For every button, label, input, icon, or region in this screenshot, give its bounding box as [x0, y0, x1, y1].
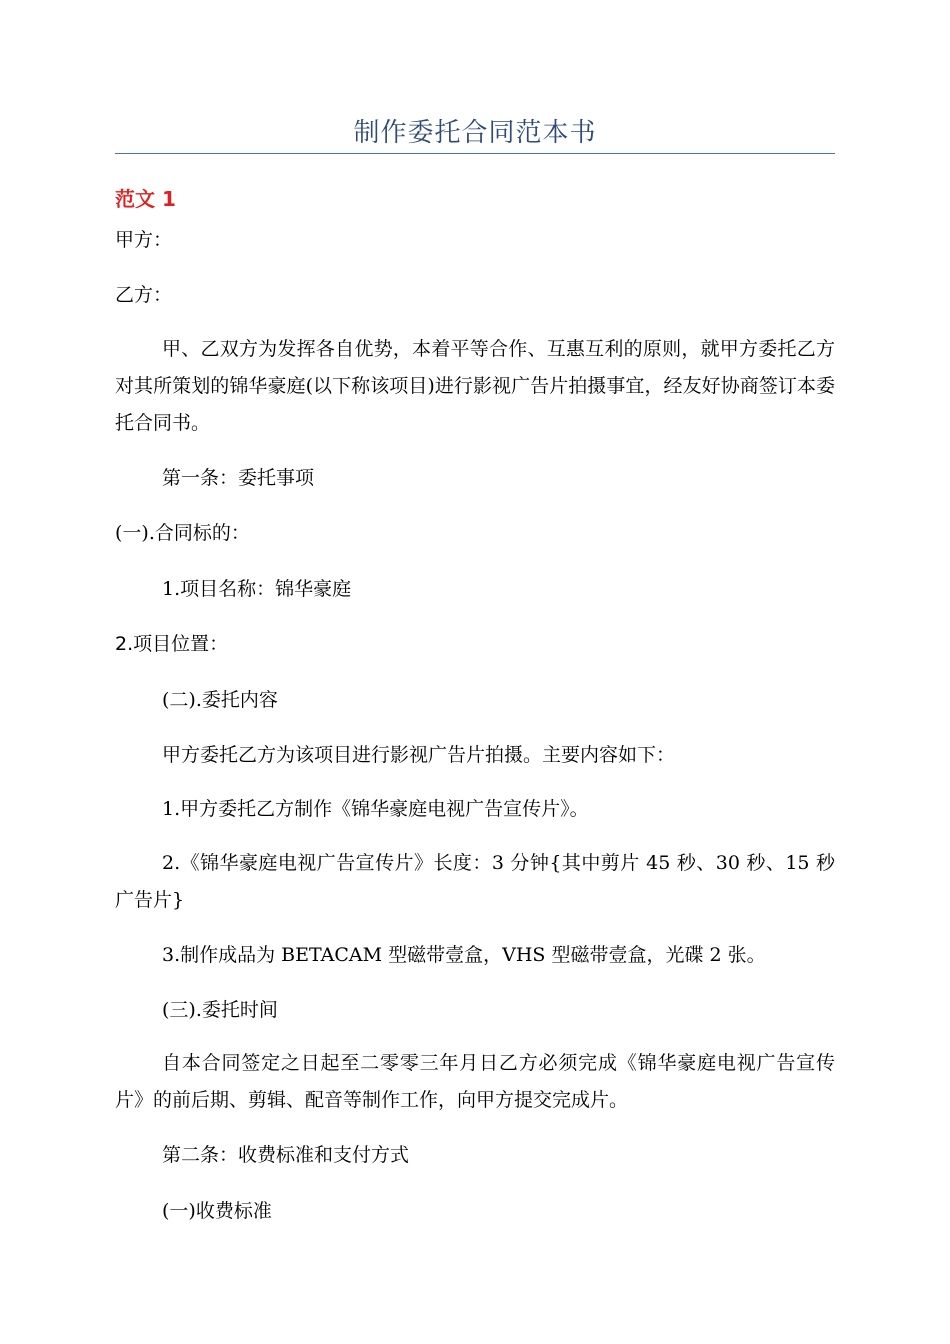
time-paragraph: 自本合同签定之日起至二零零三年月日乙方必须完成《锦华豪庭电视广告宣传片》的前后期、剪辑、配音等制作工作，向甲方提交完成片。 [115, 1052, 835, 1111]
content-item-3: 3.制作成品为 BETACAM 型磁带壹盒，VHS 型磁带壹盒，光碟 2 张。 [162, 944, 766, 966]
party-a-label: 甲方： [115, 229, 173, 251]
article-2-title: 第二条：收费标准和支付方式 [162, 1144, 410, 1166]
party-b-label: 乙方： [115, 284, 173, 306]
subsection-3-title: (三).委托时间 [162, 999, 278, 1021]
project-name-item: 1.项目名称：锦华豪庭 [162, 578, 352, 600]
content-item-1: 1.甲方委托乙方制作《锦华豪庭电视广告宣传片》。 [162, 798, 589, 820]
subsection-2-title: (二).委托内容 [162, 689, 278, 711]
fee-subsection-1-title: (一)收费标准 [162, 1200, 272, 1222]
intro-paragraph: 甲、乙双方为发挥各自优势，本着平等合作、互惠互利的原则，就甲方委托乙方对其所策划的锦华豪庭(以下称该项目)进行影视广告片拍摄事宜，经友好协商签订本委托合同书。 [115, 338, 835, 434]
section-heading: 范文 1 [115, 187, 176, 211]
article-1-title: 第一条：委托事项 [162, 467, 315, 489]
content-item-2: 2.《锦华豪庭电视广告宣传片》长度：3 分钟{其中剪片 45 秒、30 秒、15 秒广告片} [115, 852, 835, 911]
project-location-item: 2.项目位置： [115, 633, 229, 655]
subsection-1-title: (一).合同标的： [115, 522, 250, 544]
content-intro: 甲方委托乙方为该项目进行影视广告片拍摄。主要内容如下： [162, 744, 676, 766]
title-divider [115, 153, 835, 154]
document-title: 制作委托合同范本书 [353, 118, 597, 148]
